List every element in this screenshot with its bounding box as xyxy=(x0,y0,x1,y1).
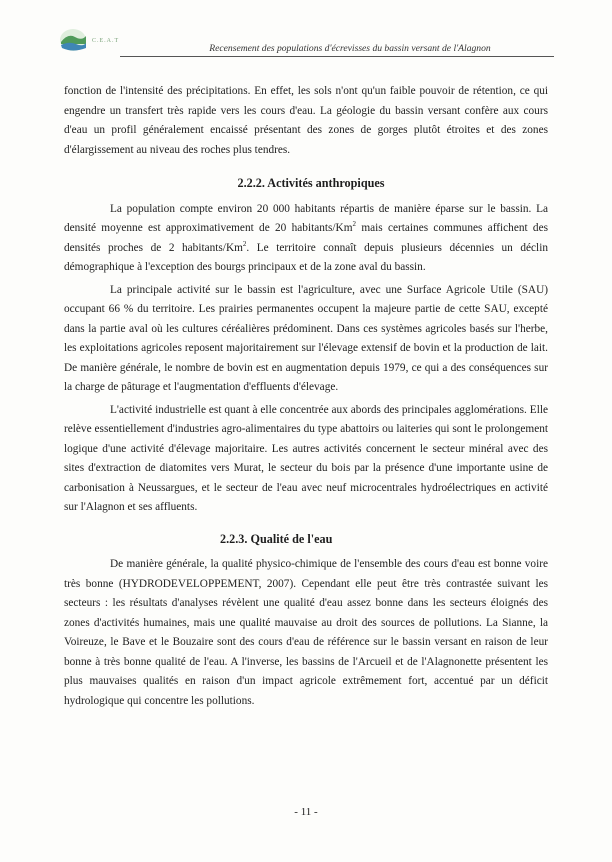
running-header: Recensement des populations d'écrevisses du bassin versant de l'Alagnon xyxy=(209,43,491,54)
population-paragraph xyxy=(64,200,548,278)
section-heading-activities: 2.2.2. Activités anthropiques xyxy=(237,176,385,190)
section-heading-water-quality: 2.2.3. Qualité de l'eau xyxy=(220,531,333,546)
water-quality-paragraph: De manière générale, la qualité physico-chimique de l'ensemble des cours d'eau est bonne voire très bonne (HYDRODEVELOPPEMENT, 2007). Cependant elle peut être très contrastée suivant les secteurs : les résultats d'analyses révèlent une qualité d'eau assez bonne dans les secteurs éloignés des zones d'activités humaines, mais une qualité mauvaise au droit des sources de pollutions. La Sianne, la Voireuze, le Bave et le Bouzaire sont des cours d'eau de référence sur le bassin versant en raison de leur bonne à très bonne qualité de l'eau. A l'inverse, les bassins de l'Arcueil et de l'Alagnonette présentent les plus mauvaises qualités en raison d'un impact agricole extrêmement fort, accentué par un déficit hydrologique qui concentre les pollutions. xyxy=(64,558,548,707)
agriculture-paragraph: La principale activité sur le bassin est l'agriculture, avec une Surface Agricole Utile (SAU) occupant 66 % du territoire. Les prairies permanentes occupent la majeure partie de cette SAU, excepté dans la partie aval où les cultures céréalières prédominent. Dans ces systèmes agricoles basés sur l'herbe, les exploitations agricoles reposent majoritairement sur l'élevage extensif de bovin et la production de lait. De manière générale, le nombre de bovin est en augmentation depuis 1979, ce qui a des conséquences sur la charge de pâturage et l'augmentation d'effluents d'élevage. xyxy=(64,283,548,393)
industry-paragraph: L'activité industrielle est quant à elle concentrée aux abords des principales agglomérations. Elle relève essentiellement d'industries agro-alimentaires du type abattoirs ou laiteries qui sont le prolongement logique d'une activité d'élevage majoritaire. Les autres activités concernent le secteur minéral avec des sites d'extraction de diatomites vers Murat, le secteur du bois par la présence d'une importante usine de carbonisation à Neussargues, et le secteur de l'eau avec neuf microcentrales hydroélectriques en activité sur l'Alagnon et ses affluents. xyxy=(64,403,548,513)
logo-text: C.E.A.T xyxy=(92,38,120,44)
page-body xyxy=(64,82,548,711)
page-number: - 11 - xyxy=(294,806,318,818)
superscript-squared-1: 2 xyxy=(352,220,357,229)
population-text-part-1: La population compte environ 20 000 habitants répartis de manière éparse sur le bassin. La densité moyenne est approximativement de 20 habitants/Km xyxy=(64,202,548,234)
organization-logo xyxy=(58,28,92,52)
superscript-squared-2: 2 xyxy=(242,239,247,248)
header-rule xyxy=(120,56,554,57)
population-text-part-3: . Le territoire connaît depuis plusieurs décennies un déclin démographique à l'exception des bourgs principaux et de la zone aval du bassin. xyxy=(64,241,548,273)
population-text-part-2: mais certaines communes affichent des densités proches de 2 habitants/Km xyxy=(64,222,548,254)
intro-paragraph: fonction de l'intensité des précipitations. En effet, les sols n'ont qu'un faible pouvoir de rétention, ce qui engendre un transfert très rapide vers les cours d'eau. La géologie du bassin versant confère aux cours d'eau un profil généralement encaissé présentant des zones de gorges plutôt étroites et des zones d'élargissement au niveau des roches plus tendres. xyxy=(64,85,548,156)
